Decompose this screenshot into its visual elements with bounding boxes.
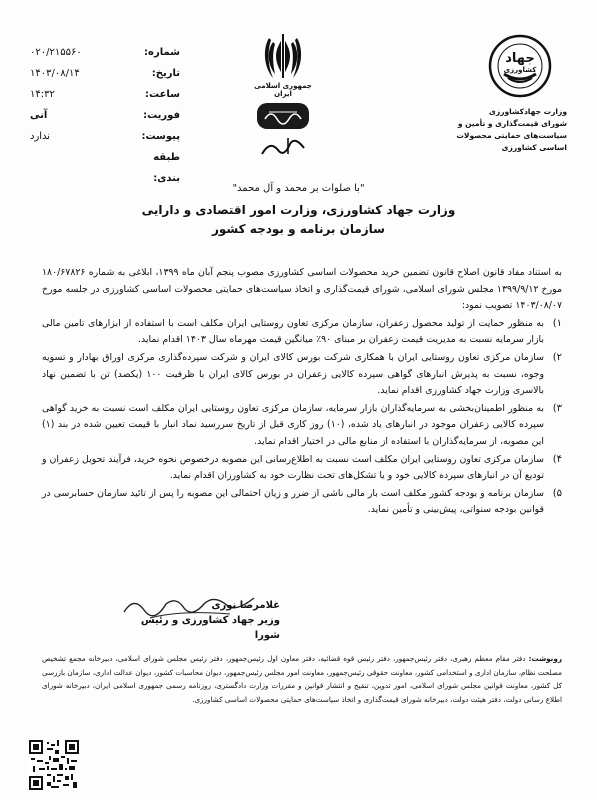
cc-recipients: دفتر مقام معظم رهبری، دفتر رئیس‌جمهور، دفتر رئیس قوه قضائیه، دفتر معاون اول رئیس‌جمهور، دفتر رئیس مجلس شورای اسلامی، دبیرخانه مجمع تشخیص مصلحت نظام، سازمان اداری و استخدامی کشور، معاونت حقوقی رئیس‌جمهور، معاونت امور مجلس رئیس‌جمهور، دیوان محاسبات کشور، دیوان عدالت اداری، سازمان بازرسی کل کشور، معاونت قوانین مجلس شورای اسلامی، امور تدوین، تنقیح و انتشار قوانین و مقررات وزارت دادگستری، روزنامه رسمی جمهوری اسلامی ایران، دبیرخانه شورای اطلاع رسانی دولت، دفتر هیئت دولت، دبیرخانه شورای قیمت‌گذاری و اتخاذ سیاست‌های حمایتی محصولات اساسی کشاورزی. [42,654,562,704]
signer-block [130,598,280,643]
item-text: به منظور حمایت از تولید محصول زعفران، سازمان مرکزی تعاون روستایی ایران مکلف است با استفاده از ابزارهای تامین مالی بازار سرمایه نسبت به مدیریت قیمت زعفران بر مبنای ۹۰٪ میانگین قیمت مهرماه سال ۱۴۰۳ اقدام نماید. [42,317,544,346]
letter-metadata [30,42,180,189]
time-value: ۱۴:۳۲ [30,89,55,100]
number-value: ۰۲۰/۲۱۵۵۶۰ [30,47,82,58]
ministry-line-1: وزارت جهادکشاورزی [488,107,567,116]
item-text: سازمان مرکزی تعاون روستایی ایران مکلف است نسبت به اطلاع‌رسانی این مصوبه درخصوص نحوه خرید، فرآیند تحویل زعفران و تودیع آن در انبارهای سپرده کالایی خود و یا تشکل‌های تحت نظارت خود به کشاورزان اقدام نماید. [42,453,544,482]
emblem-caption: جمهوری اسلامی ایران [254,82,312,98]
logo-top-text: جهاد [504,51,535,66]
letter-body [42,265,562,519]
ministry-logo [432,34,567,164]
item-text: به منظور اطمینان‌بخشی به سرمایه‌گذاران بازار سرمایه، سازمان مرکزی تعاون روستایی ایران مکلف است نسبت به خرید گواهی سپرده کالایی زعفران موجود در انبارهای یاد شده، (۱۰) روز کاری قبل از تاریخ سررسید نماد انبار با قیمت تعیین شده در بند (۱) این مصوبه، از سرمایه‌گذاران با استفاده از منابع مالی در اختیار اقدام نماید. [42,402,544,447]
number-label: شماره: [144,47,180,58]
date-label: تاریخ: [151,68,180,79]
resolution-item [42,350,562,400]
resolution-item [42,486,562,519]
qr-code-icon [29,740,79,790]
attachment-label: پیوست: [141,131,180,142]
item-number: ۲) [552,351,562,363]
intro-paragraph: به استناد مفاد قانون اصلاح قانون تضمین خرید محصولات اساسی کشاورزی مصوب پنجم آبان ماه ۱۳۹۹، ابلاغی به شماره ۱۸۰/۶۷۸۲۶ مورخ ۱۳۹۹/۹/۱۲ مجلس شورای اسلامی، شورای قیمت‌گذاری و اتخاذ سیاست‌های حمایتی محصولات اساسی کشاورزی در جلسه مورخ ۱۴۰۳/۰۸/۰۷ تصویب نمود: [42,267,562,312]
ministry-line-3: سیاست‌های حمایتی محصولات اساسی کشاورزی [456,131,567,152]
jahad-keshavarzi-logo-icon [488,34,552,98]
recipients-heading-1: وزارت جهاد کشاورزی، وزارت امور اقتصادی و دارایی [141,203,456,217]
ministry-line-2: شورای قیمت‌گذاری و تأمین و [457,119,567,128]
signer-name: غلامرضا نوری [211,600,280,611]
urgency-label: فوریت: [143,110,180,121]
iran-emblem-icon [263,34,303,80]
opening-salutation: "با صلوات بر محمد و آل محمد" [232,183,365,194]
meta-urgency-row [30,105,180,126]
resolution-item [42,452,562,485]
attachment-value: ندارد [30,131,51,142]
calligraphy-seal-icon [255,101,311,131]
item-number: ۱) [552,317,562,329]
date-value: ۱۴۰۳/۰۸/۱۴ [30,68,80,79]
recipients-heading-2: سازمان برنامه و بودجه کشور [212,222,385,236]
meta-date-row [30,63,180,84]
cc-label: رونوشت: [528,654,562,663]
item-number: ۳) [552,402,562,414]
logo-bottom-text: کشاورزی [503,66,536,74]
classification-label: طبقه بندی: [153,152,180,184]
meta-attachment-row [30,126,180,147]
item-number: ۵) [552,487,562,499]
item-text: سازمان مرکزی تعاون روستایی ایران با همکاری شرکت بورس کالای ایران و شرکت سپرده‌گذاری مرکزی اوراق بهادار و تسویه وجوه، نسبت به پذیرش انبارهای گواهی سپرده کالایی زعفران در بورس کالای ایران با ظرفیت ۱۰۰ (یکصد) تن با تضمین نهاد بالاسری وزارت جهاد کشاورزی اقدام نماید. [42,351,544,397]
meta-time-row [30,84,180,105]
cc-list [42,652,562,706]
item-text: سازمان برنامه و بودجه کشور مکلف است بار مالی ناشی از ضرر و زیان احتمالی این مصوبه را پس از تائید سازمان حسابرسی در قوانین بودجه سنواتی، پیش‌بینی و تأمین نماید. [42,487,544,516]
ministry-name-block [432,106,567,154]
resolution-item [42,316,562,349]
item-number: ۴) [552,453,562,465]
urgency-value: آنی [30,110,48,121]
signer-title: وزیر جهاد کشاورزی و رئیس شورا [140,615,280,641]
resolution-item [42,401,562,451]
time-label: ساعت: [144,89,180,100]
meta-number-row [30,42,180,63]
calligraphy-motto-icon [258,134,308,160]
national-emblem [252,34,314,166]
